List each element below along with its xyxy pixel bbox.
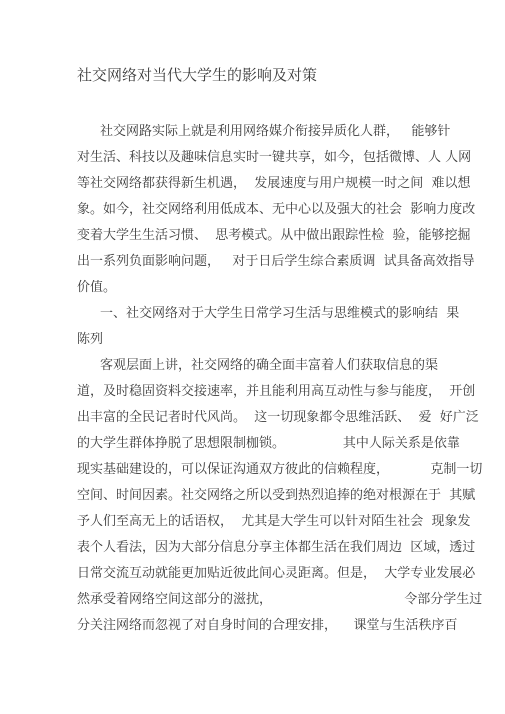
paragraph-line: 出一系列负面影响问题， 对于日后学生综合素质调 试具备高效指导 [77,254,475,269]
paragraph-line: 出丰富的全民记者时代风尚。 这一切现象都令思维活跃、 爱 好广泛 [77,410,479,425]
section-heading-line: 一、社交网络对于大学生日常学习生活与思维模式的影响结 果 [100,306,460,321]
paragraph-line: 客观层面上讲，社交网络的确全面丰富着人们获取信息的渠 [100,358,439,373]
paragraph-line: 予人们至高无上的话语权， 尤其是大学生可以针对陌生社会 现象发 [77,514,471,529]
paragraph-line: 象。如今，社交网络利用低成本、无中心以及强大的社会 影响力度改 [77,202,476,217]
paragraph-line: 日常交流互动就能更加贴近彼此间心灵距离。但是， 大学专业发展必 [77,566,476,581]
section-heading-line: 陈列 [77,332,104,347]
paragraph-line: 表个人看法，因为大部分信息分享主体都生活在我们周边 区域，透过 [77,540,476,555]
paragraph-line: 空间、时间因素。社交网络之所以受到热烈追捧的绝对根源在于 其赋 [77,488,476,503]
paragraph-line: 分关注网络而忽视了对自身时间的合理安排， 课堂与生活秩序百 [77,618,458,633]
paragraph-line: 现实基础建设的，可以保证沟通双方彼此的信赖程度， 克制一切 [77,462,483,477]
paragraph-line: 社交网路实际上就是利用网络媒介衔接异质化人群， 能够针 [100,124,451,139]
paragraph-line: 道，及时稳固资料交接速率，并且能利用高互动性与参与能度， 开创 [77,384,476,399]
paragraph-line: 价值。 [77,280,117,295]
paragraph-line: 的大学生群体挣脱了思想限制枷锁。 其中人际关系是依靠 [77,436,460,451]
paragraph-line: 然承受着网络空间这部分的滋扰， 令部分学生过 [77,592,483,607]
paragraph-line: 对生活、科技以及趣味信息实时一键共享，如今，包括微博、人 人网 [77,150,472,165]
document-title: 社交网络对当代大学生的影响及对策 [77,66,318,84]
paragraph-line: 等社交网络都获得新生机遇， 发展速度与用户规模一时之间 难以想 [77,176,471,191]
paragraph-line: 变着大学生生活习惯、 思考模式。从中做出跟踪性检 验，能够挖掘 [77,228,471,243]
